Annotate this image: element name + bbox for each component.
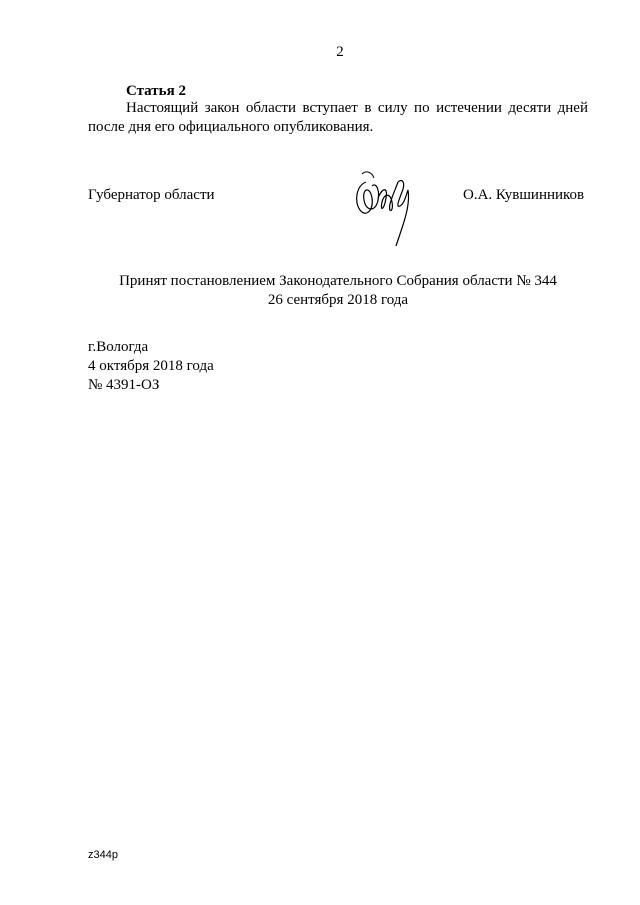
adoption-date: 26 сентября 2018 года: [267, 292, 409, 308]
place-date-block: [88, 338, 214, 395]
signature-icon: [352, 168, 418, 248]
page-number: 2: [336, 44, 344, 60]
adoption-statement: [88, 272, 588, 310]
adoption-line: Принят постановлением Законодательного Собрания области № 344: [119, 273, 557, 289]
article-text: Настоящий закон области вступает в силу по истечении десяти дней после дня его официального опубликования.: [88, 100, 588, 135]
footer-code: z344p: [88, 849, 118, 861]
governor-title: Губернатор области: [88, 187, 215, 203]
article-heading: Статья 2: [126, 83, 186, 99]
city: г.Вологда: [88, 339, 149, 355]
governor-name: О.А. Кувшинников: [463, 187, 585, 203]
signing-date: 4 октября 2018 года: [88, 358, 214, 374]
law-number: № 4391-ОЗ: [88, 377, 160, 393]
